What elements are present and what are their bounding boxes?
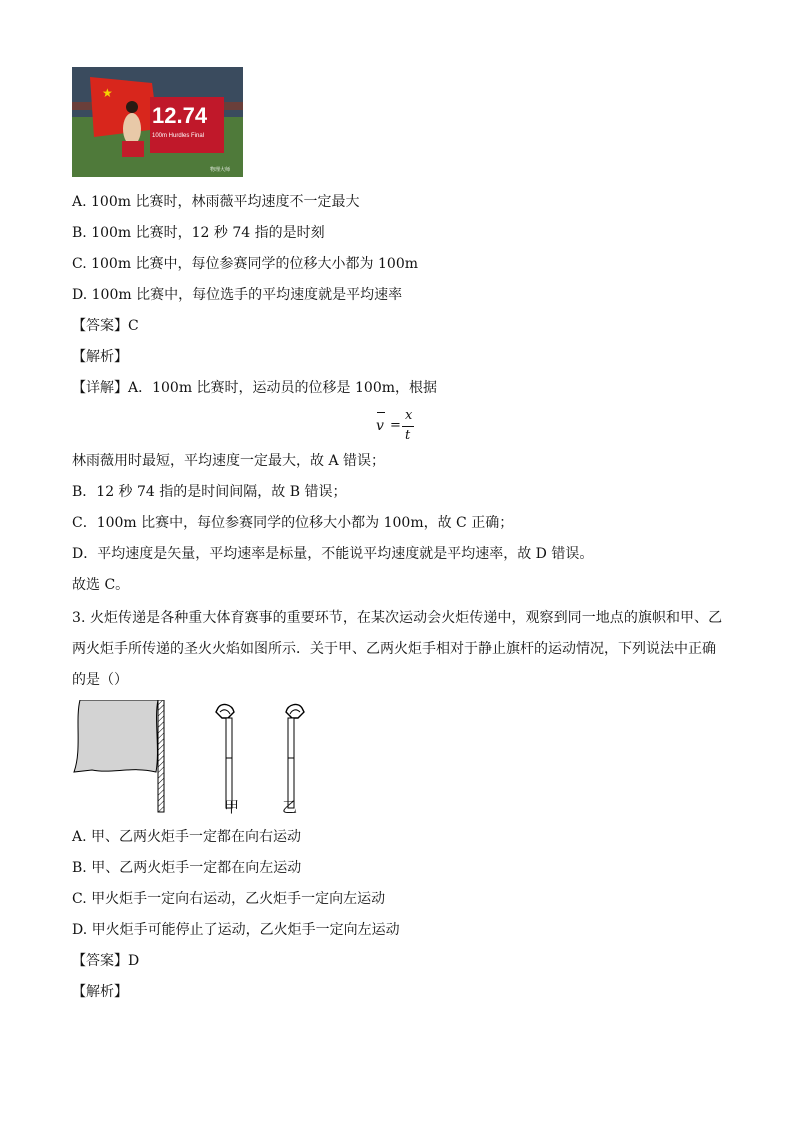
flame-jia bbox=[216, 705, 234, 718]
q2-option-d: D. 100m 比赛中，每位选手的平均速度就是平均速率 bbox=[72, 287, 403, 303]
athlete-photo bbox=[72, 67, 243, 177]
q3-stem-line-2: 两火炬手所传递的圣火火焰如图所示．关于甲、乙两火炬手相对于静止旗杆的运动情况，下列说法中正确 bbox=[72, 641, 716, 657]
q2-explanation-a: 林雨薇用时最短，平均速度一定最大，故 A 错误； bbox=[72, 453, 386, 469]
q3-option-b: B. 甲、乙两火炬手一定都在向左运动 bbox=[72, 860, 302, 876]
q2-option-a: A. 100m 比赛时，林雨薇平均速度不一定最大 bbox=[72, 194, 360, 210]
formula-numerator: x bbox=[405, 408, 413, 423]
fraction-line bbox=[402, 426, 414, 427]
q3-stem-line-3: 的是（） bbox=[72, 672, 128, 688]
q2-option-b: B. 100m 比赛时，12 秒 74 指的是时刻 bbox=[72, 225, 325, 241]
watermark: 物理大师 bbox=[210, 167, 231, 173]
caption-text: 100m Hurdles Final bbox=[152, 133, 205, 139]
svg-text:★: ★ bbox=[102, 86, 113, 100]
q2-conclusion: 故选 C。 bbox=[72, 577, 130, 593]
torch-handle-yi bbox=[288, 718, 294, 808]
q2-explanation-c: C．100m 比赛中，每位参赛同学的位移大小都为 100m，故 C 正确； bbox=[72, 515, 514, 531]
torch-yi bbox=[286, 705, 304, 808]
flag-shape bbox=[74, 700, 158, 772]
q3-option-c: C. 甲火炬手一定向右运动，乙火炬手一定向左运动 bbox=[72, 891, 386, 907]
q3-stem-line-1: 3. 火炬传递是各种重大体育赛事的重要环节，在某次运动会火炬传递中，观察到同一地点的旗帜和甲、乙 bbox=[72, 610, 723, 626]
q2-analysis-label: 【解析】 bbox=[72, 349, 128, 365]
label-jia: 甲 bbox=[224, 798, 240, 816]
formula-bar bbox=[377, 412, 385, 413]
q3-option-d: D. 甲火炬手可能停止了运动，乙火炬手一定向左运动 bbox=[72, 922, 400, 938]
formula-lhs: v bbox=[376, 418, 384, 434]
q3-analysis-label: 【解析】 bbox=[72, 984, 128, 1000]
torch-jia bbox=[216, 705, 234, 808]
q2-detail-intro: 【详解】A．100m 比赛时，运动员的位移是 100m，根据 bbox=[72, 380, 438, 396]
q2-answer: 【答案】C bbox=[72, 318, 139, 334]
score-text: 12.74 bbox=[152, 103, 208, 128]
flag-torch-figure bbox=[72, 700, 312, 818]
average-velocity-formula bbox=[376, 408, 416, 446]
q2-explanation-d: D．平均速度是矢量，平均速率是标量，不能说平均速度就是平均速率，故 D 错误。 bbox=[72, 546, 594, 562]
athlete-photo-image bbox=[72, 67, 243, 177]
q2-explanation-b: B．12 秒 74 指的是时间间隔，故 B 错误； bbox=[72, 484, 347, 500]
flag-torch-diagram bbox=[72, 700, 312, 818]
flame-yi bbox=[286, 705, 304, 718]
flagpole bbox=[158, 700, 164, 812]
q3-option-a: A. 甲、乙两火炬手一定都在向右运动 bbox=[72, 829, 302, 845]
formula-denominator: t bbox=[405, 428, 411, 443]
formula-eq: = bbox=[390, 418, 401, 433]
torch-handle-jia bbox=[226, 718, 232, 808]
q2-option-c: C. 100m 比赛中，每位参赛同学的位移大小都为 100m bbox=[72, 256, 419, 272]
label-yi: 乙 bbox=[282, 798, 298, 816]
q3-answer: 【答案】D bbox=[72, 953, 140, 969]
